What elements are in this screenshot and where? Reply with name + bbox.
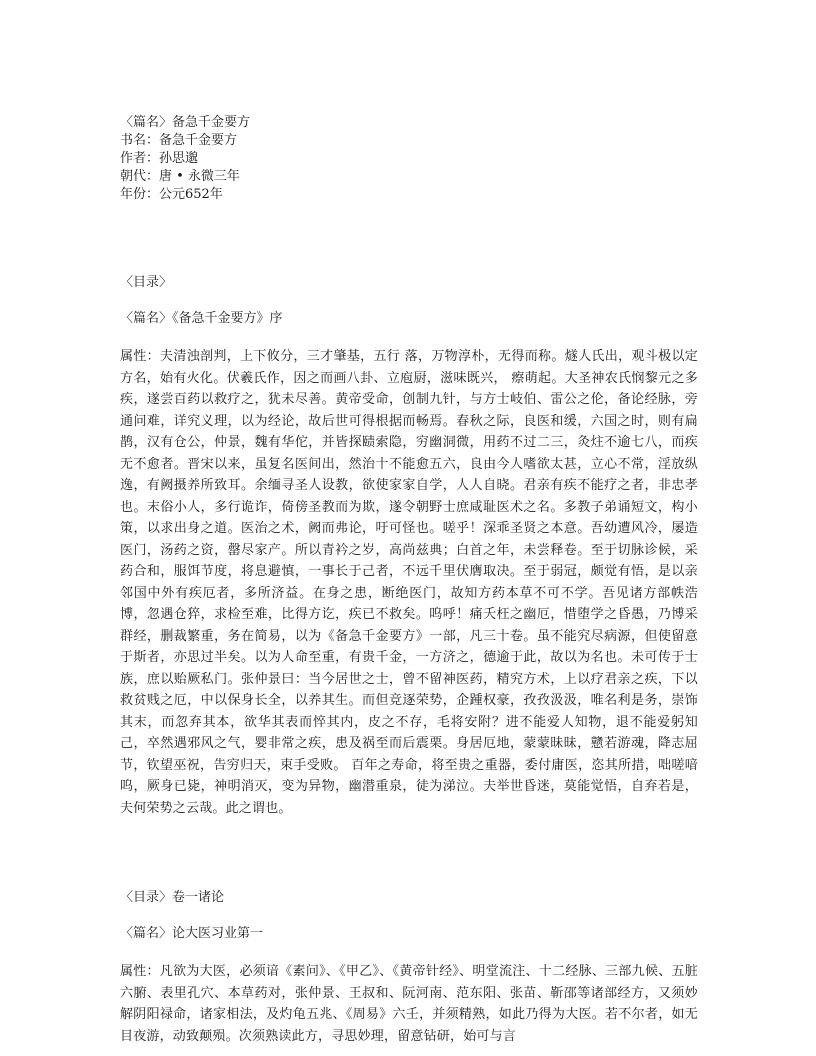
preface-body: 属性：夫清浊剖判，上下攸分，三才肇基，五行 落，万物淳朴，无得而称。燧人氏出，观斗极以定方名，始有火化。伏羲氏作，因之而画八卦、立庖厨，滋味既兴， 瘵萌起。大圣神农氏悯黎元之多疾，遂尝百药以救疗之，犹未尽善。黄帝受命，创制九针，与方士岐伯、雷公之伦，备论经脉，旁通问难，详究义理，以为经论，故后世可得根据而畅焉。春秋之际，良医和缓，六国之时，则有扁鹊，汉有仓公，仲景，魏有华佗，并皆探赜索隐，穷幽洞微，用药不过二三，灸炷不逾七八，而疾无不愈者。晋宋以来，虽复名医间出，然治十不能愈五六，良由今人嗜欲太甚，立心不常，淫放纵逸，有阙摄养所致耳。余缅寻圣人设教，欲使家家自学，人人自晓。君亲有疾不能疗之者，非忠孝也。末俗小人，多行诡诈，倚傍圣教而为欺，遂令朝野士庶咸耻医术之名。多教子弟诵短文，构小策，以求出身之道。医治之术，阙而弗论，吁可怪也。嗟乎！深乖圣贤之本意。吾幼遭风冷，屡造医门，汤药之资，罄尽家产。所以青衿之岁，高尚兹典；白首之年，未尝释卷。至于切脉诊候，采药合和，服饵节度，将息避慎，一事长于己者，不远千里伏膺取决。至于弱冠，颇觉有悟，是以亲邻国中外有疾厄者，多所济益。在身之患，断绝医门，故知方药本草不可不学。吾见诸方部帙浩博，忽遇仓猝，求检至难，比得方讫，疾已不救矣。呜呼！痛夭枉之幽厄，惜堕学之昏愚，乃博采群经，删裁繁重，务在简易，以为《备急千金要方》一部，凡三十卷。虽不能究尽病源，但使留意于斯者，亦思过半矣。以为人命至重，有贵千金，一方济之，德逾于此，故以为名也。未可传于士族，庶以贻厥私门。张仲景曰：当今居世之士，曾不留神医药，精究方术，上以疗君亲之疾，下以救贫贱之厄，中以保身长全，以养其生。而但竞逐荣势，企踵权豪，孜孜汲汲，唯名利是务，崇饰其末，而忽弃其本，欲华其表而悴其内，皮之不存，毛将安附？进不能爱人知物，退不能爱躬知己，卒然遇邪风之气，婴非常之疾，患及祸至而后震栗。身居厄地，蒙蒙昧昧，戆若游魂，降志屈节，钦望巫祝，告穷归天，束手受败。 百年之寿命，将至贵之重器，委付庸医，恣其所措，咄嗟喑呜，厥身已毙，神明消灭，变为异物，幽潜重泉，徒为涕泣。夫举世昏迷，莫能觉悟，自弃若是，夫何荣势之云哉。此之谓也。 — [120, 349, 698, 816]
book-title: 书名：备急千金要方 — [120, 133, 238, 148]
dynasty: 朝代：唐 • 永微三年 — [120, 169, 240, 184]
chapter-body: 属性：凡欲为大医，必须谙《素问》、《甲乙》、《黄帝针经》、明堂流注、十二经脉、三部九候、五脏六腑、表里孔穴、本草药对，张仲景、王叔和、阮河南、范东阳、张苗、靳邵等诸部经方，又须妙解阴阳禄命，诸家相法，及灼龟五兆、《周易》六壬，并须精熟，如此乃得为大医。若不尔者，如无目夜游，动致颠殒。次须熟读此方，寻思妙理，留意钻研，始可与言 — [120, 964, 698, 1044]
preface-title: 〈篇名〉《备急千金要方》序 — [120, 311, 283, 326]
author: 作者：孙思邈 — [120, 151, 199, 166]
document-page — [120, 114, 698, 1047]
chapter-heading: 〈目录〉卷一诸论 — [120, 890, 225, 905]
toc-heading: 〈目录〉 — [120, 275, 173, 290]
article-title: 〈篇名〉备急千金要方 — [120, 115, 251, 130]
chapter-title: 〈篇名〉论大医习业第一 — [120, 926, 264, 941]
year: 年份：公元652年 — [120, 187, 223, 202]
